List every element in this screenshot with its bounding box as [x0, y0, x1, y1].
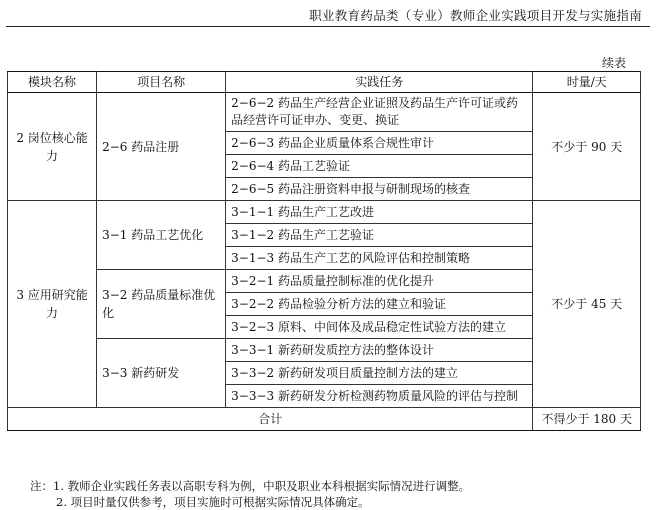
module-cell: 2 岗位核心能力: [8, 93, 97, 201]
total-row: [8, 408, 641, 431]
project-cell: 3−1 药品工艺优化: [97, 201, 226, 270]
task-cell: 3−1−3 药品生产工艺的风险评估和控制策略: [226, 247, 533, 270]
task-cell: 2−6−5 药品注册资料申报与研制现场的核查: [226, 178, 533, 201]
table-row: [8, 201, 641, 224]
table-row: [8, 93, 641, 132]
table-header-row: [8, 72, 641, 93]
task-cell: 3−2−2 药品检验分析方法的建立和验证: [226, 293, 533, 316]
total-hours: 不得少于 180 天: [533, 408, 641, 431]
col-hours: 时量/天: [533, 72, 641, 93]
note-1: 注：1. 教师企业实践任务表以高职专科为例，中职及职业本科根据实际情况进行调整。: [30, 479, 471, 493]
col-project-name: 项目名称: [97, 72, 226, 93]
running-title: 职业教育药品类（专业）教师企业实践项目开发与实施指南: [309, 8, 642, 23]
task-cell: 3−3−2 新药研发项目质量控制方法的建立: [226, 362, 533, 385]
hours-cell: 不少于 45 天: [533, 201, 641, 408]
header-rule: [6, 26, 650, 27]
total-label: 合计: [8, 408, 533, 431]
task-cell: 2−6−3 药品企业质量体系合规性审计: [226, 132, 533, 155]
task-cell: 3−1−2 药品生产工艺验证: [226, 224, 533, 247]
task-cell: 3−2−3 原料、中间体及成品稳定性试验方法的建立: [226, 316, 533, 339]
task-cell: 2−6−2 药品生产经营企业证照及药品生产许可证或药品经营许可证申办、变更、换证: [226, 93, 533, 132]
col-practice-task: 实践任务: [226, 72, 533, 93]
note-2: 2. 项目时量仅供参考，项目实施时可根据实际情况具体确定。: [56, 495, 370, 509]
task-cell: 3−2−1 药品质量控制标准的优化提升: [226, 270, 533, 293]
col-module-name: 模块名称: [8, 72, 97, 93]
project-cell: 2−6 药品注册: [97, 93, 226, 201]
task-cell: 3−1−1 药品生产工艺改进: [226, 201, 533, 224]
task-cell: 3−3−3 新药研发分析检测药物质量风险的评估与控制: [226, 385, 533, 408]
project-cell: 3−2 药品质量标准优化: [97, 270, 226, 339]
project-cell: 3−3 新药研发: [97, 339, 226, 408]
continued-label: 续表: [601, 56, 626, 70]
module-cell: 3 应用研究能力: [8, 201, 97, 408]
practice-task-table: [7, 71, 641, 431]
table-notes: [30, 478, 470, 510]
hours-cell: 不少于 90 天: [533, 93, 641, 201]
task-cell: 3−3−1 新药研发质控方法的整体设计: [226, 339, 533, 362]
task-cell: 2−6−4 药品工艺验证: [226, 155, 533, 178]
